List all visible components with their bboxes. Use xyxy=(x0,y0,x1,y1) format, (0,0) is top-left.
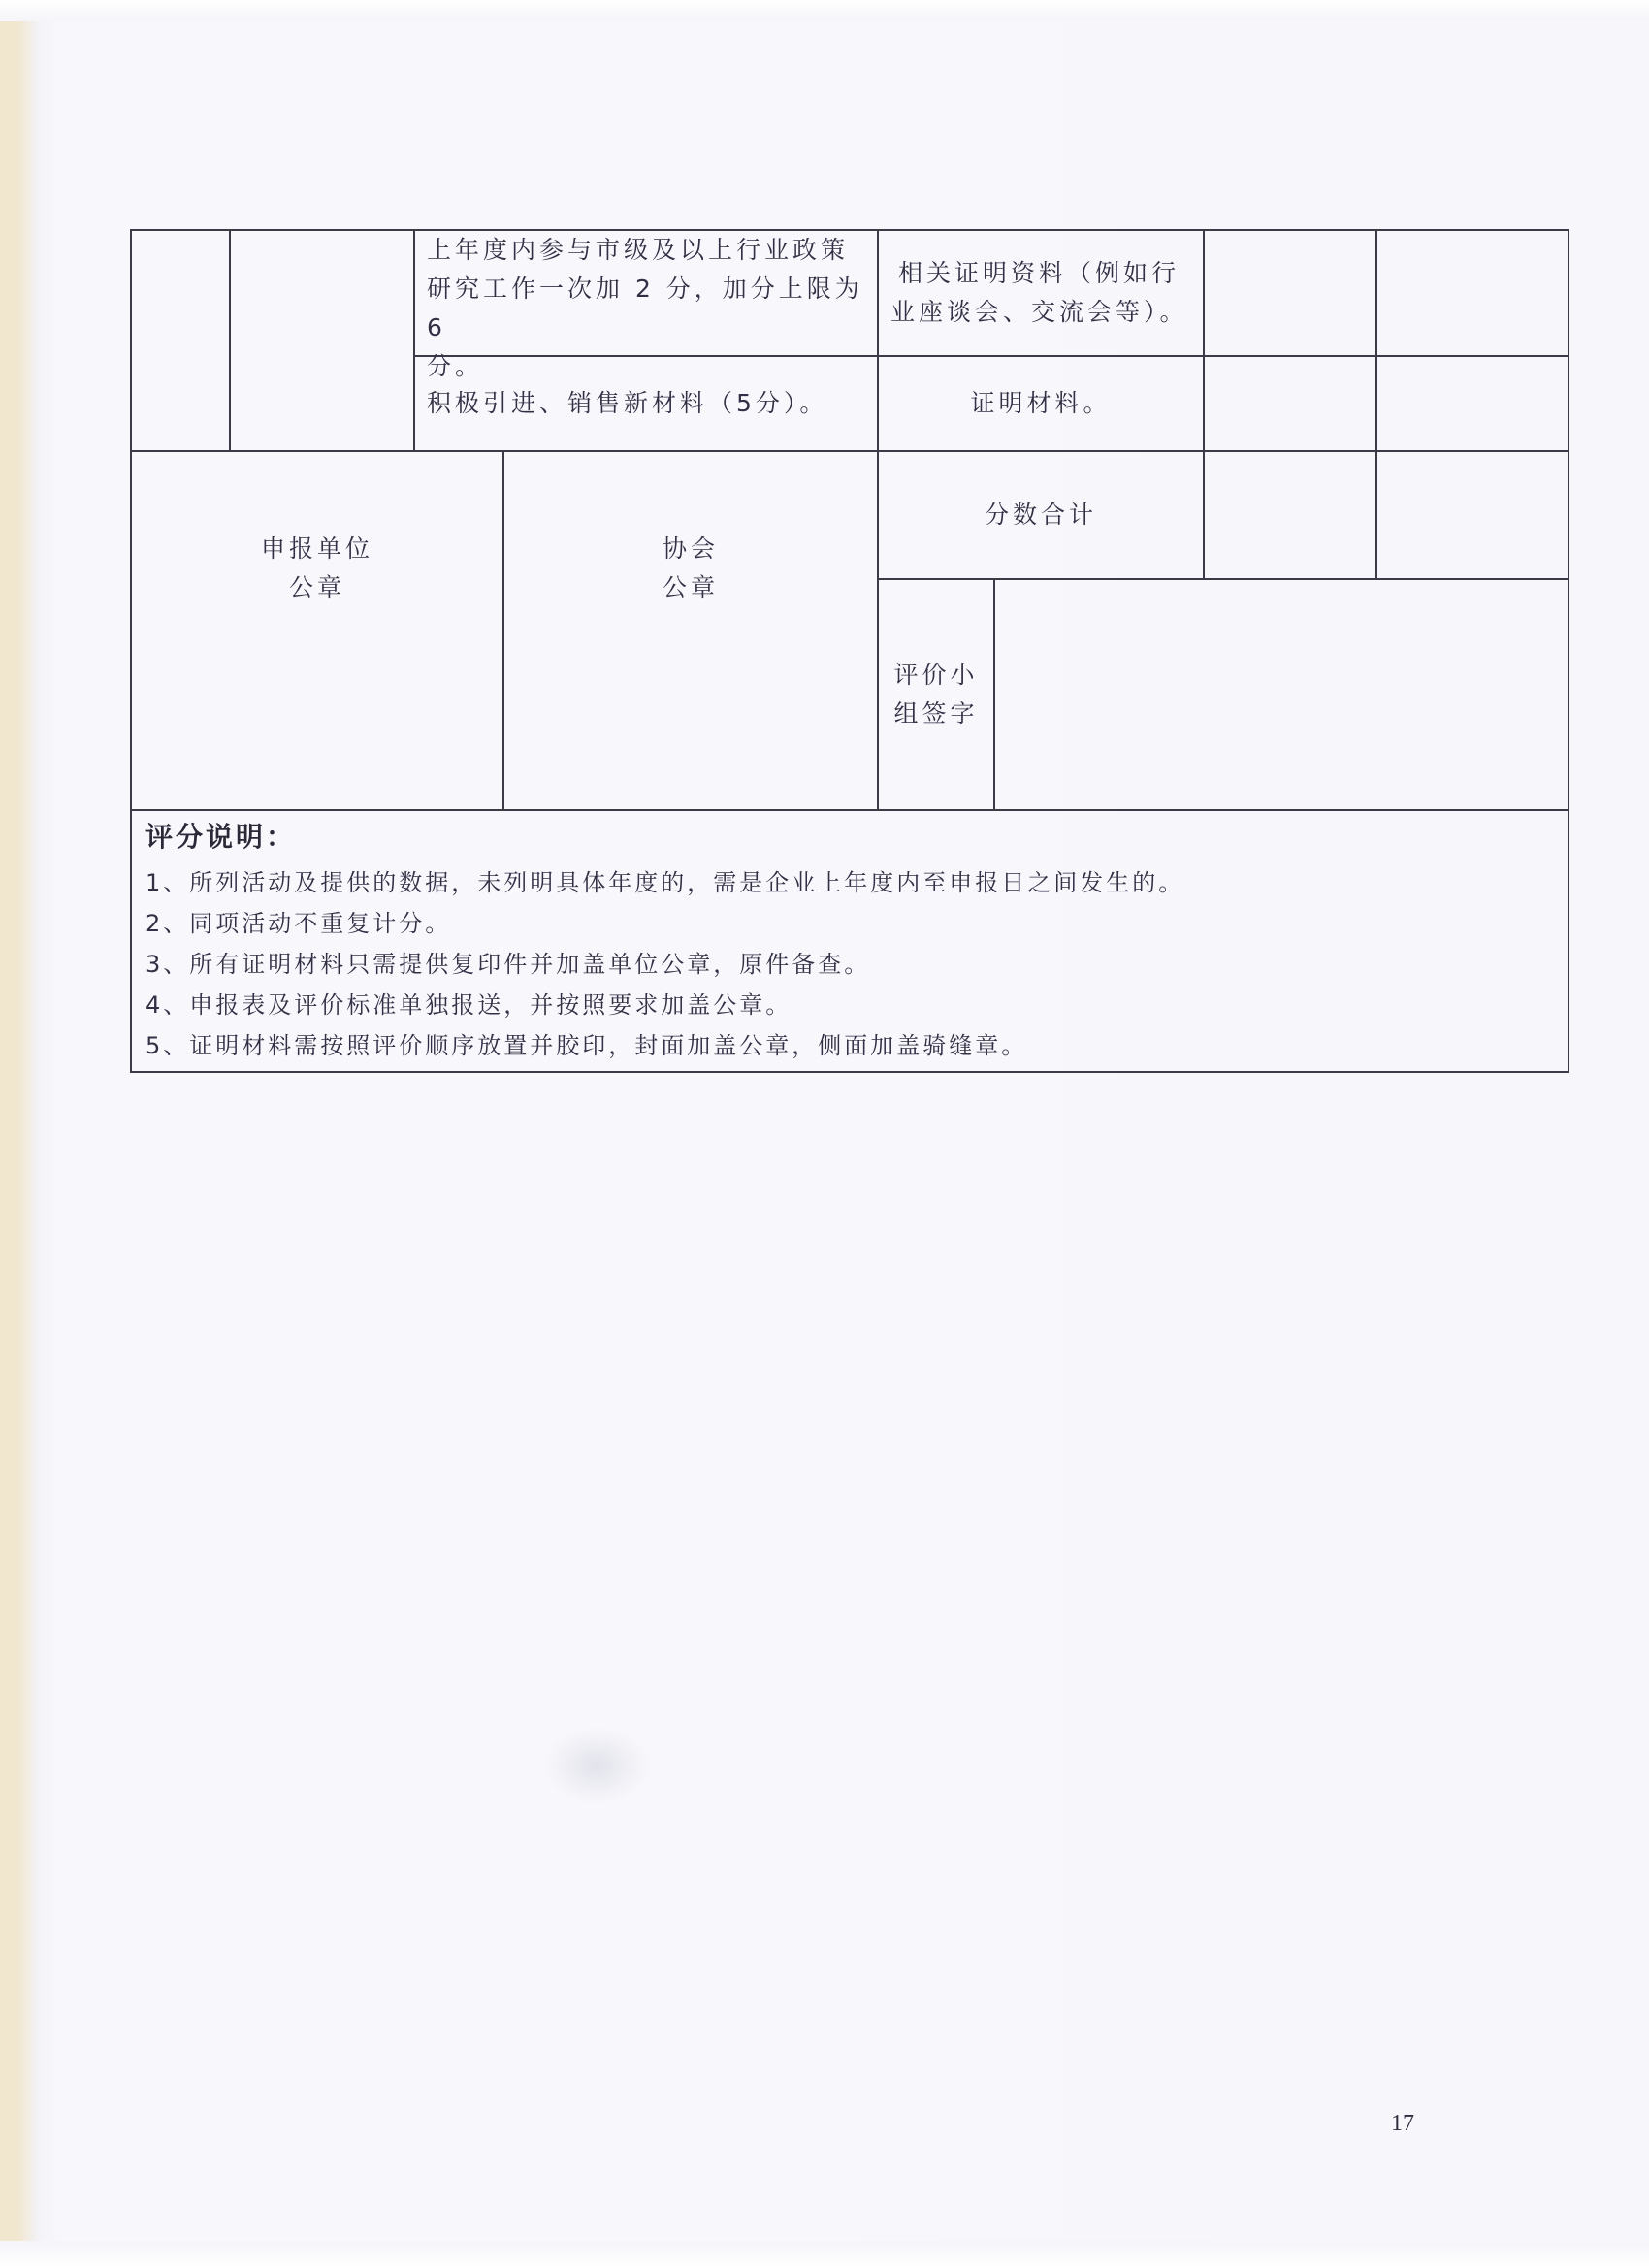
evidence-policy-research xyxy=(890,254,1201,332)
criteria-policy-research-line1: 上年度内参与市级及以上行业政策 xyxy=(427,236,850,264)
panel-signature-line1: 评价小 xyxy=(893,661,979,689)
panel-signature-line2: 组签字 xyxy=(893,699,979,728)
scoring-note-2: 2、同项活动不重复计分。 xyxy=(146,910,452,937)
scoring-note-4: 4、申报表及评价标准单独报送，并按照要求加盖公章。 xyxy=(146,991,792,1019)
total-score-label: 分数合计 xyxy=(984,501,1097,529)
scoring-note-5: 5、证明材料需按照评价顺序放置并胶印，封面加盖公章，侧面加盖骑缝章。 xyxy=(146,1032,1028,1059)
evidence-new-materials: 证明材料。 xyxy=(970,389,1112,417)
page-bottom-edge xyxy=(0,2241,1649,2268)
page-top-edge xyxy=(0,0,1649,21)
criteria-policy-research-line3: 分。 xyxy=(427,352,484,380)
evidence-policy-research-line1: 相关证明资料（例如行 xyxy=(898,259,1180,287)
evidence-policy-research-line2: 业座谈会、交流会等）。 xyxy=(890,298,1188,326)
table-col-1 xyxy=(229,229,231,452)
page-number: 17 xyxy=(1391,2111,1414,2136)
association-seal-label xyxy=(504,452,877,685)
table-col-4 xyxy=(1203,229,1205,580)
table-rule-seal xyxy=(130,809,1569,811)
panel-signature-field[interactable] xyxy=(995,580,1568,809)
table-border-bottom xyxy=(130,1071,1569,1073)
association-seal-line2: 公章 xyxy=(662,573,719,601)
scoring-note-3: 3、所有证明材料只需提供复印件并加盖单位公章，原件备查。 xyxy=(146,951,871,978)
criteria-policy-research xyxy=(427,231,873,386)
applicant-seal-line1: 申报单位 xyxy=(260,535,373,563)
association-seal-line1: 协会 xyxy=(662,535,719,563)
scoring-note-1: 1、所列活动及提供的数据，未列明具体年度的，需是企业上年度内至申报日之间发生的。 xyxy=(146,869,1185,896)
criteria-new-materials: 积极引进、销售新材料（5分）。 xyxy=(427,389,828,417)
applicant-seal-line2: 公章 xyxy=(288,573,345,601)
table-border-right xyxy=(1568,229,1569,1073)
criteria-policy-research-line2: 研究工作一次加 2 分，加分上限为 6 xyxy=(427,275,863,341)
scoring-notes-title: 评分说明： xyxy=(146,821,297,853)
table-col-2 xyxy=(413,229,415,452)
applicant-seal-label xyxy=(132,452,502,685)
table-col-5 xyxy=(1375,229,1377,580)
panel-signature-label xyxy=(879,580,993,809)
scan-smudge xyxy=(543,1727,650,1804)
